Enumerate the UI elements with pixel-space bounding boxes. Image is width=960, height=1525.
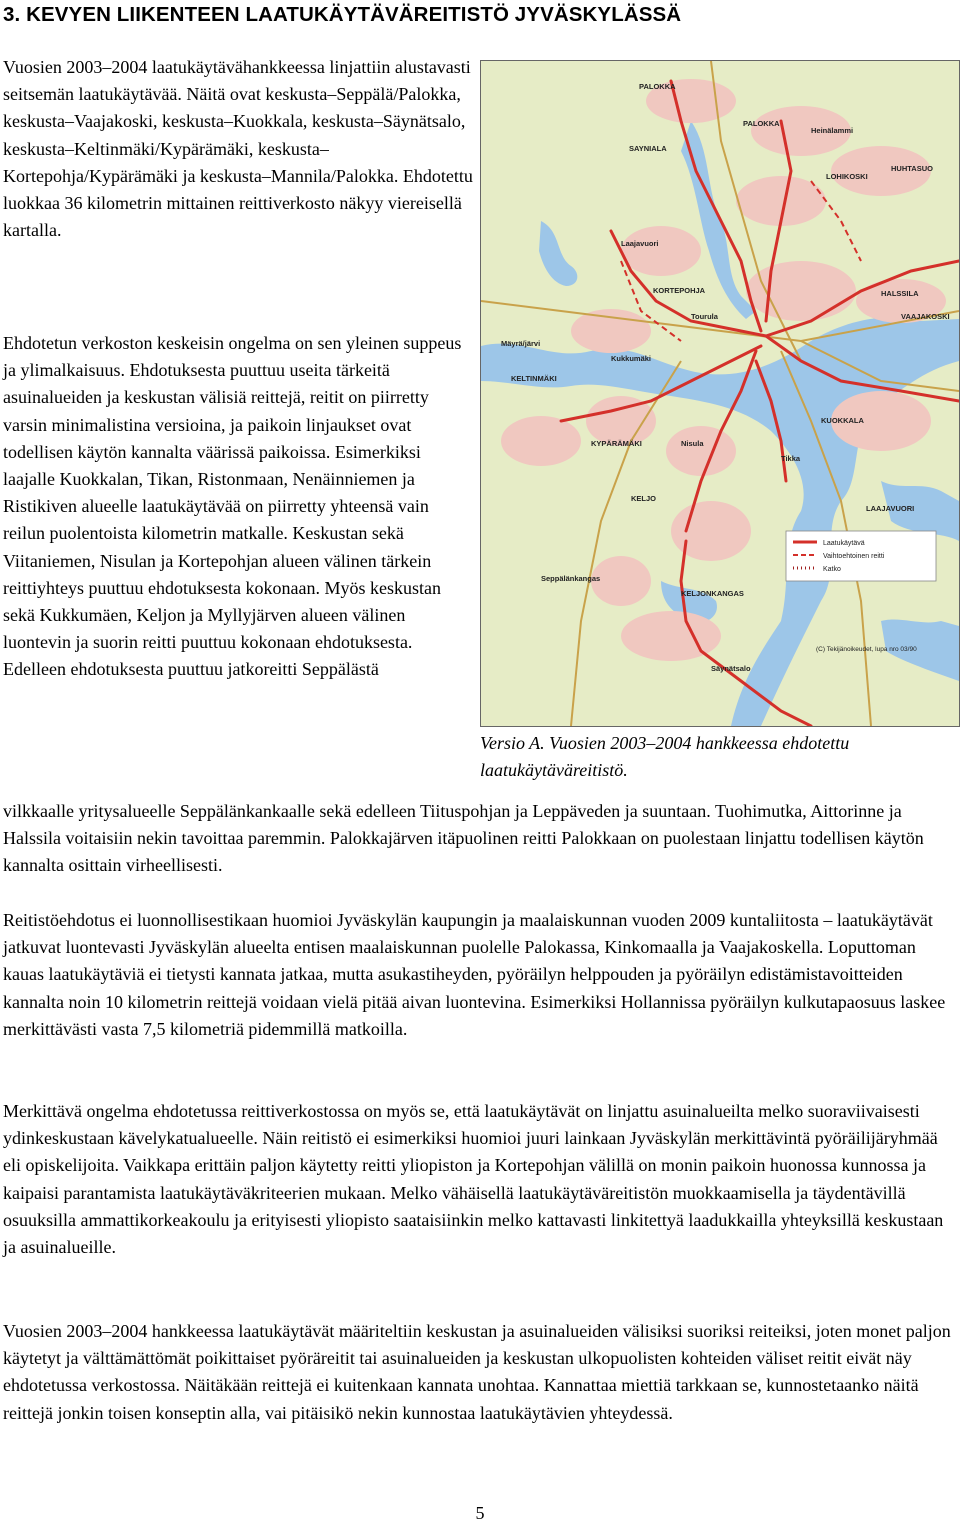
- route-network-map: [480, 60, 960, 727]
- map-label: HALSSILA: [881, 289, 919, 298]
- map-label: VAAJAKOSKI: [901, 312, 950, 321]
- map-label: KORTEPOHJA: [653, 286, 706, 295]
- definition-paragraph: Vuosien 2003–2004 hankkeessa laatukäytävät määriteltiin keskustan ja asuinalueiden välisiksi suoriksi reiteiksi, joten monet paljon käytetyt ja välttämättömät poikittaiset pyöräreitit tai asuinalueiden ja keskustan ulkopuolisten kohteiden väliset reitit eivät näy ehdotetussa verkostossa. Näitäkään reittejä ei kuitenkaan kannata unohtaa. Kannattaa miettiä tarkkaan se, kunnostetaanko näitä reittejä jonkin toisen konseptin alla, vai pitäisikö nekin kunnostaa laatukäytävien yhteydessä.: [3, 1321, 951, 1423]
- legend-label: Katko: [823, 566, 841, 573]
- students-paragraph: Merkittävä ongelma ehdotetussa reittiverkostossa on myös se, että laatukäytävät on linjattu asuinalueilta melko suoraviivaisesti ydinkeskustaan kävelykatualueelle. Näin reitistö ei esimerkiksi huomioi juuri lainkaan Jyväskylän merkittävintä pyöräilijäryhmää eli opiskelijoita. Vaikkapa erittäin paljon käytetty reitti yliopiston ja Kortepohjan välillä on monin paikoin huonossa kunnossa ja kaipaisi parantamista laatukäytäväkriteerien mukaan. Melko vähäisellä laatukäytäväreitistön muokkaamisella ja täydentävillä osuuksilla ammattikorkeakoulu ja erityisesti yliopisto saataisiinkin melko kattavasti linkitettyä laadukkailla yhteyksillä keskustaan ja asuinalueille.: [3, 1101, 944, 1258]
- map-label: KELTINMÄKI: [511, 374, 557, 383]
- map-label: Kukkumäki: [611, 354, 652, 363]
- map-legend: [786, 531, 936, 581]
- map-label: KYPÄRÄMÄKI: [591, 439, 642, 448]
- page-number: 5: [475, 1503, 485, 1523]
- map-label: LOHIKOSKI: [826, 172, 868, 181]
- map-label: Nisula: [681, 439, 704, 448]
- problem-paragraph-continued: vilkkaalle yritysalueelle Seppälänkankaalle sekä edelleen Tiituspohjan ja Leppäveden ja suuntaan. Tuohimutka, Aittorinne ja Halssila voitaisiin nekin tavoittaa paremmin. Palokkajärven itäpuolinen reitti Palokkaan on puolestaan linjattu todellisen käytön kannalta osittain virheellisesti.: [3, 801, 924, 876]
- map-illustration: [481, 61, 959, 726]
- map-label: Tikka: [781, 454, 801, 463]
- municipal-merger-paragraph: Reitistöehdotus ei luonnollisestikaan huomioi Jyväskylän kaupungin ja maalaiskunnan vuoden 2009 kuntaliitosta – laatukäytävät jatkuvat luontevasti Jyväskylän alueelta entisen maalaiskunnan puolelle Palokassa, Kinkomaalla ja Vaajakoskella. Loputtoman kauas laatukäytäviä ei tietysti kannata jatkaa, mutta asukastiheyden, pyöräilyn helppouden ja pyöräilyn edistämistavoitteiden kannalta noin 10 kilometrin reittejä voidaan vielä pitää aivan luontevina. Esimerkiksi Hollannissa pyöräilyn kulkutapaosuus laskee merkittävästi vasta 7,5 kilometriä pidemmillä matkoilla.: [3, 910, 946, 1039]
- map-label: Mäyrä/järvi: [501, 339, 541, 348]
- figure-caption: Versio A. Vuosien 2003–2004 hankkeessa ehdotettu laatukäytäväreitistö.: [480, 733, 850, 780]
- map-label: PALOKKA: [743, 119, 780, 128]
- section-heading: 3. KEVYEN LIIKENTEEN LAATUKÄYTÄVÄREITISTÖ JYVÄSKYLÄSSÄ: [3, 3, 682, 26]
- map-label: HUHTASUO: [891, 164, 933, 173]
- map-label: KUOKKALA: [821, 416, 864, 425]
- map-copyright: (C) Tekijänoikeudet, lupa nro 03/90: [816, 646, 917, 653]
- problem-paragraph: Ehdotetun verkoston keskeisin ongelma on sen yleinen suppeus ja ylimalkaisuus. Ehdotuksesta puuttuu useita tärkeitä asuinalueiden ja keskustan välisiä reittejä, reitit on piirretty varsin minimalistina versioina, ja paikoin linjaukset ovat todellisen käytön kannalta väärissä paikoissa. Esimerkiksi laajalle Kuokkalan, Tikan, Ristonmaan, Nenäinniemen ja Ristikiven alueelle laatukäytävää on piirretty yhteensä vain reilun puolentoista kilometrin matkalle. Keskustan sekä Viitaniemen, Nisulan ja Kortepohjan alueen välinen tärkein reittiyhteys puuttuu ehdotuksesta kokonaan. Myös keskustan sekä Kukkumäen, Keljon ja Myllyjärven alueen välinen luontevin ja suorin reitti puuttuu kokonaan ehdotuksesta. Edelleen ehdotuksesta puuttuu jatkoreitti Seppälästä: [3, 333, 462, 680]
- legend-label: Vaihtoehtoinen reitti: [823, 553, 885, 560]
- map-label: Seppälänkangas: [541, 574, 601, 583]
- map-label: KELJO: [631, 494, 657, 503]
- map-label: KELJONKANGAS: [681, 589, 744, 598]
- map-label: PALOKKA: [639, 82, 676, 91]
- map-label: Säynätsalo: [711, 664, 751, 673]
- map-label: SAYNIALA: [629, 144, 667, 153]
- intro-paragraph: Vuosien 2003–2004 laatukäytävähankkeessa linjattiin alustavasti seitsemän laatukäytävää. Näitä ovat keskusta–Seppälä/Palokka, keskusta–Vaajakoski, keskusta–Kuokkala, keskusta–Säynätsalo, keskusta–Keltinmäki/Kypärämäki, keskusta–Kortepohja/Kypärämäki ja keskusta–Mannila/Palokka. Ehdotettu luokkaa 36 kilometrin mittainen reittiverkosto näkyy viereisellä kartalla.: [3, 57, 473, 241]
- legend-label: Laatukäytävä: [823, 540, 865, 547]
- map-label: Heinälammi: [811, 126, 854, 135]
- map-label: Tourula: [691, 312, 718, 321]
- map-label: Laajavuori: [621, 239, 659, 248]
- map-label: LAAJAVUORI: [866, 504, 915, 513]
